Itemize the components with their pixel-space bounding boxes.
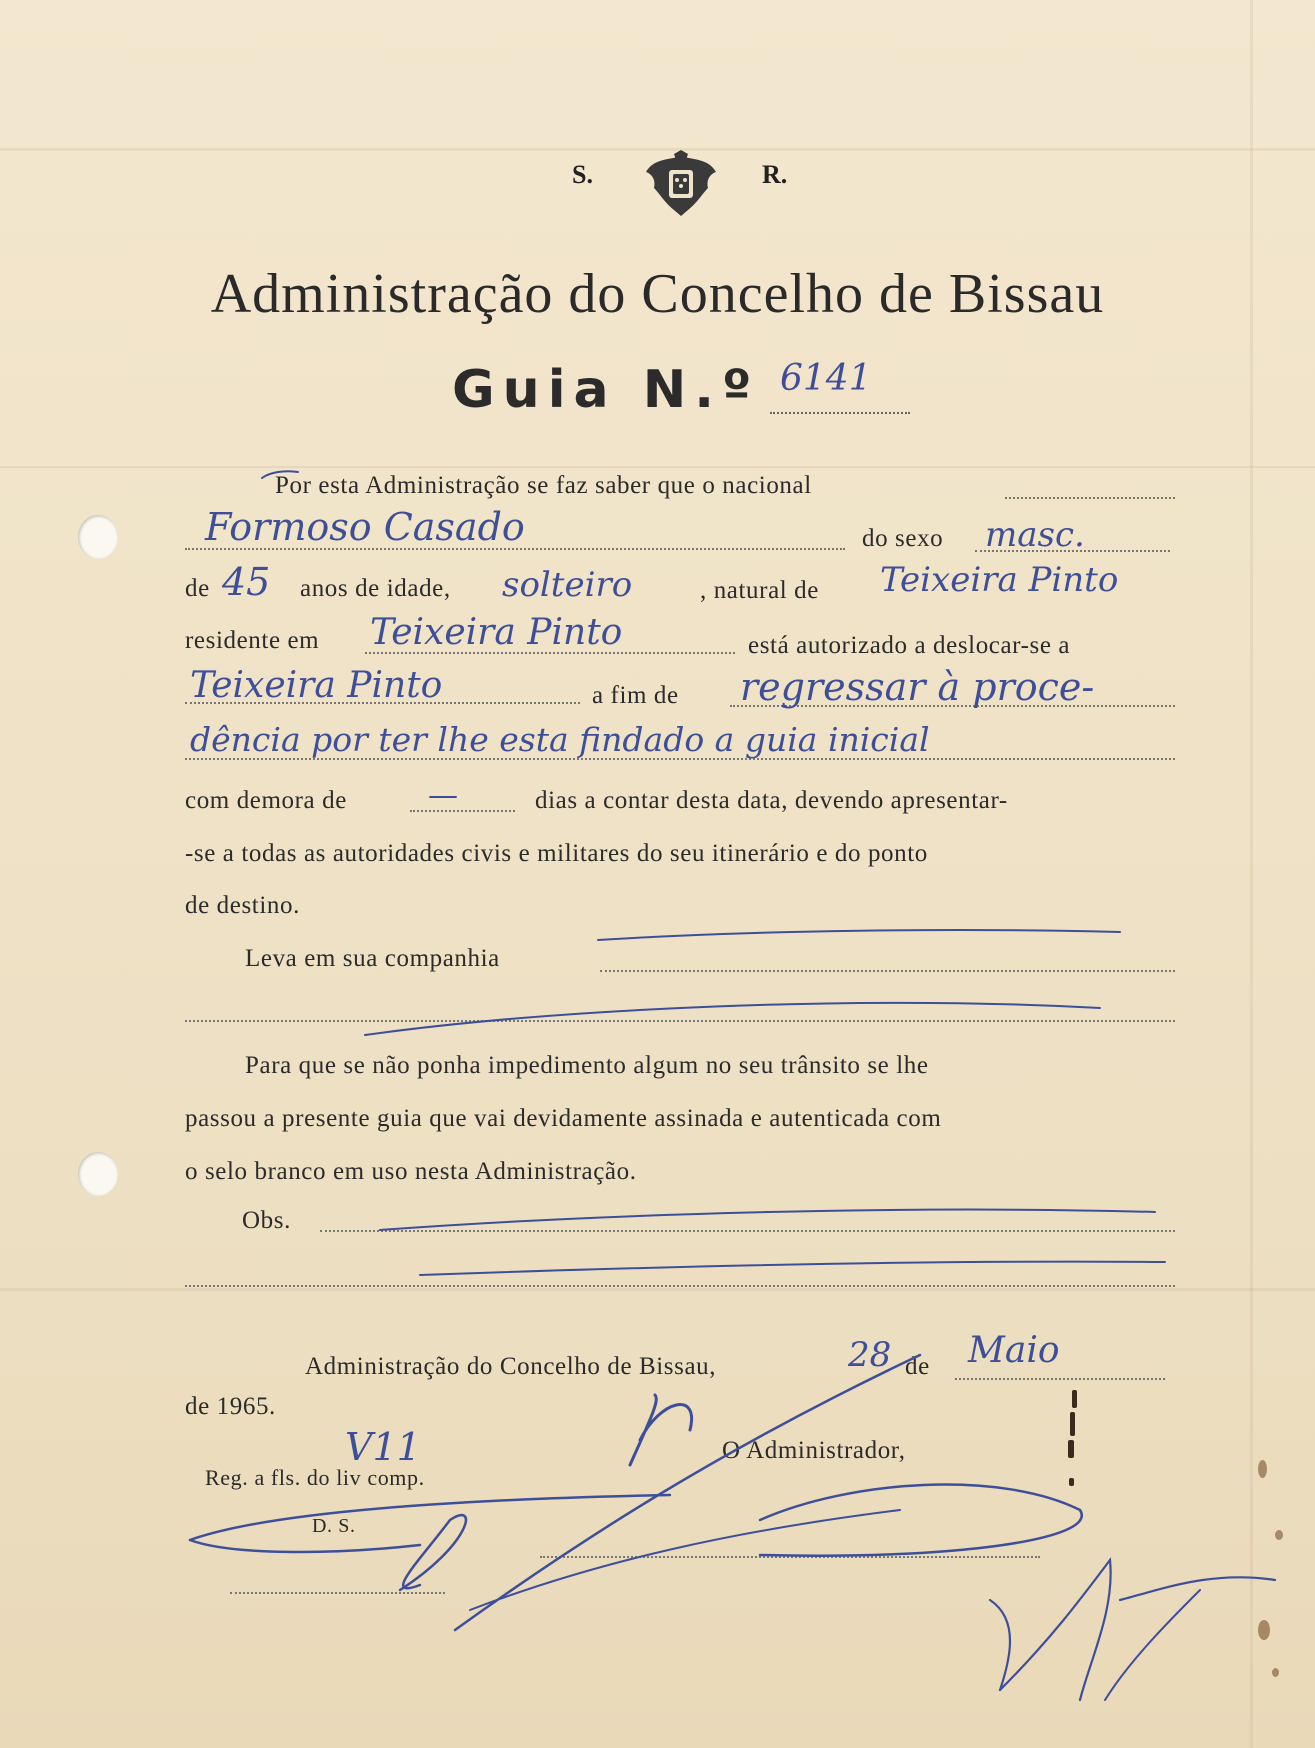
destino-line: de destino. <box>185 892 300 919</box>
place-label: Administração do Concelho de Bissau, <box>305 1353 717 1380</box>
reg-value: V11 <box>345 1425 421 1469</box>
reg-label: Reg. a fls. do liv comp. <box>205 1465 425 1490</box>
header-r: R. <box>762 160 788 189</box>
purpose-line-1: regressar à proce- <box>740 665 1095 709</box>
paragraph-line-2: passou a presente guia que vai devidamente assinada e autenticada com <box>185 1105 942 1132</box>
ds-label: D. S. <box>312 1515 356 1537</box>
de-label: de <box>905 1353 930 1380</box>
demora-label: com demora de <box>185 787 347 814</box>
autorizado-label: está autorizado a deslocar-se a <box>748 632 1071 659</box>
name-value: Formoso Casado <box>205 505 525 549</box>
header-s: S. <box>572 160 593 189</box>
sex-value: masc. <box>985 515 1085 555</box>
paragraph-line-3: o selo branco em uso nesta Administração. <box>185 1158 637 1185</box>
dias-label: dias a contar desta data, devendo apresentar- <box>535 787 1008 814</box>
fim-label: a fim de <box>592 682 679 709</box>
intro-text: Por esta Administração se faz saber que o nacional <box>275 472 812 499</box>
day-value: 28 <box>848 1335 892 1375</box>
companhia-label: Leva em sua companhia <box>245 945 500 972</box>
admin-label: O Administrador, <box>722 1437 906 1464</box>
natural-value: Teixeira Pinto <box>880 560 1119 600</box>
todas-line: -se a todas as autoridades civis e militares do seu itinerário e do ponto <box>185 840 928 867</box>
destination-value: Teixeira Pinto <box>190 665 443 706</box>
natural-label: , natural de <box>700 577 819 604</box>
status-value: solteiro <box>502 565 633 605</box>
obs-label: Obs. <box>242 1207 291 1234</box>
residente-label: residente em <box>185 627 320 654</box>
month-value: Maio <box>968 1330 1060 1371</box>
guia-number: 6141 <box>780 358 872 399</box>
guia-label: Guia N.º <box>452 360 760 420</box>
demora-value: — <box>428 778 458 813</box>
sex-label: do sexo <box>862 525 944 552</box>
age-value: 45 <box>222 560 271 604</box>
purpose-line-2: dência por ter lhe esta findado a guia inicial <box>190 720 930 759</box>
age-suffix: anos de idade, <box>300 575 451 602</box>
age-prefix: de <box>185 575 210 602</box>
residente-value: Teixeira Pinto <box>370 612 623 653</box>
year-label: de 1965. <box>185 1393 276 1420</box>
paragraph-line-1: Para que se não ponha impedimento algum no seu trânsito se lhe <box>245 1052 929 1079</box>
page-title: Administração do Concelho de Bissau <box>210 263 1105 325</box>
